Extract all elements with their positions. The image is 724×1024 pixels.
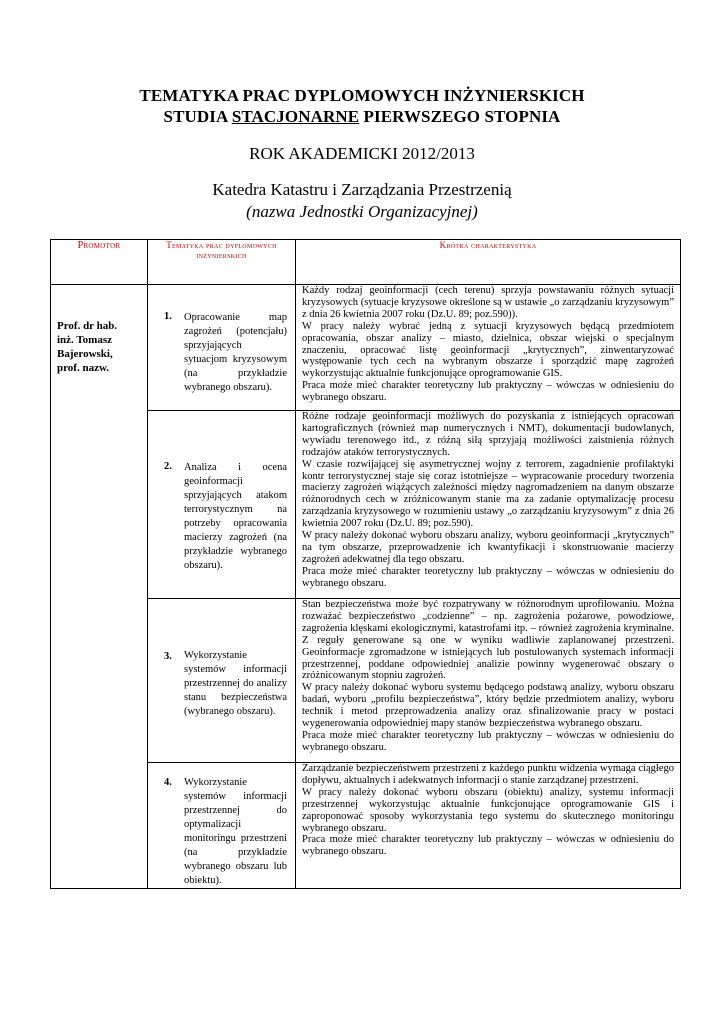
description-paragraph: Każdy rodzaj geoinformacji (cech terenu) sprzyja powstawaniu różnych sytuacji kryzysowych (sytuacje kryzysowe określone są w ustawie „o zarządzaniu kryzysowym” z dnia 26 kwietnia 2007 roku (Dz.U. 89; poz.590)).	[302, 285, 674, 320]
document-title: TEMATYKA PRAC DYPLOMOWYCH INŻYNIERSKICH	[139, 86, 585, 105]
topic-text: Opracowanie map zagrożeń (potencjału) sprzyjających sytuacjom kryzysowym (na przykładzie wybranego obszaru).	[184, 312, 287, 393]
subtitle-part-2: PIERWSZEGO STOPNIA	[359, 107, 561, 126]
description-paragraph: Stan bezpieczeństwa może być rozpatrywany w różnorodnym uprofilowaniu. Można rozważać bezpieczeństwo „codzienne” – np. zagrożenia pożarowe, powodziowe, zagrożenia klęskami ekologicznymi, katastrofami itp. – również zagrożenia kryminalne. Z reguły generowane są one w wyniku wadliwie zaplanowanej przestrzeni. Geoinformacje zgromadzone w istniejących lub postulowanych systemach informacji przestrzennej, poddane odpowiedniej analizie powinny wygenerować obszary o zróżnicowanym stopniu zagrożeń.	[302, 599, 674, 682]
description-paragraph: W pracy należy dokonać wyboru systemu będącego podstawą analizy, wyboru obszaru badań, wyboru „profilu bezpieczeństwa”, który będzie przedmiotem analizy, wyboru technik i metod przeprowadzenia analizy oraz sfinalizowanie pracy w postaci wygenerowania odpowiedniej mapy stanów bezpieczeństwa wybranego obszaru.	[302, 682, 674, 730]
description-cell	[296, 599, 681, 763]
description-paragraph: W pracy należy dokonać wyboru obszaru (obiektu) analizy, systemu informacji przestrzennej wykorzystując aktualnie funkcjonujące oprogramowanie GIS i zaproponować sposoby wykorzystania tego systemu do skutecznego monitoringu wybranego obszaru.	[302, 786, 674, 834]
table-row	[51, 285, 681, 411]
promotor-line: inż. Tomasz	[57, 334, 113, 346]
column-header-topic: Tematyka prac dyplomowych inżynierskich	[148, 240, 296, 285]
topic-number: 4.	[164, 777, 172, 788]
column-header-promotor: Promotor	[51, 240, 148, 285]
topic-cell	[148, 763, 296, 889]
description-paragraph: W czasie rozwijającej się asymetrycznej wojny z terrorem, zagadnienie profilaktyki kontr terrorystycznej staje się coraz istotniejsze – wypracowanie procedury tworzenia macierzy zagrożeń wiążących zależności między nagromadzeniem na danym obszarze różnorodnych cech w zróżnicowanym stanie ma za zadanie optymalizację procesu zarządzania kryzysowego w rozumieniu ustawy „o zarządzaniu kryzysowym” z dnia 26 kwietnia 2007 roku (Dz.U. 89; poz.590).	[302, 458, 674, 530]
topic-text: Wykorzystanie systemów informacji przestrzennej do optymalizacji monitoringu przestrzeni (na przykładzie wybranego obszaru lub obiektu).	[184, 777, 287, 886]
promotor-cell	[51, 285, 148, 889]
column-header-description: Krótka charakterystyka	[296, 240, 681, 285]
description-paragraph: Praca może mieć charakter teoretyczny lub praktyczny – wówczas w odniesieniu do wybranego obszaru.	[302, 729, 674, 753]
topic-cell	[148, 411, 296, 599]
document-subtitle	[0, 107, 724, 127]
promotor-line: Bajerowski,	[57, 348, 113, 360]
theses-table	[50, 239, 681, 889]
table-header-row	[51, 240, 681, 285]
description-paragraph: Praca może mieć charakter teoretyczny lub praktyczny – wówczas w odniesieniu do wybranego obszaru.	[302, 565, 674, 589]
promotor-line: Prof. dr hab.	[57, 320, 118, 332]
topic-cell	[148, 599, 296, 763]
promotor-line: prof. nazw.	[57, 362, 110, 374]
description-paragraph: W pracy należy dokonać wyboru obszaru analizy, wyboru geoinformacji „krytycznych” na tym obszarze, przeprowadzenie ich kwantyfikacji i skonstruowanie macierzy zagrożeń adekwatnej dla tego obszaru.	[302, 530, 674, 565]
topic-text: Wykorzystanie systemów informacji przestrzennej do analizy stanu bezpieczeństwa (wybranego obszaru).	[184, 650, 287, 717]
description-cell	[296, 285, 681, 411]
topic-number: 1.	[164, 311, 172, 322]
description-paragraph: Praca może mieć charakter teoretyczny lub praktyczny – wówczas w odniesieniu do wybranego obszaru.	[302, 834, 674, 858]
subtitle-underlined: STACJONARNE	[231, 107, 360, 126]
academic-year: ROK AKADEMICKI 2012/2013	[249, 144, 475, 163]
topic-text: Analiza i ocena geoinformacji sprzyjających atakom terrorystycznym na potrzeby opracowania macierzy zagrożeń (na przykładzie wybranego obszaru).	[184, 462, 287, 571]
description-cell	[296, 763, 681, 889]
description-paragraph: Różne rodzaje geoinformacji możliwych do pozyskania z istniejących opracowań kartograficznych (również map numerycznych i NMT), dokumentacji budowlanych, wywiadu terenowego itd., z różną siłą sprzyjają możliwości zaistnienia różnych rodzajów ataków terrorystycznych.	[302, 411, 674, 458]
unit-note: (nazwa Jednostki Organizacyjnej)	[246, 202, 478, 221]
department-name: Katedra Katastru i Zarządzania Przestrzenią	[212, 180, 512, 199]
subtitle-part-1: STUDIA	[163, 107, 232, 126]
description-cell	[296, 411, 681, 599]
description-paragraph: Praca może mieć charakter teoretyczny lub praktyczny – wówczas w odniesieniu do wybranego obszaru.	[302, 380, 674, 404]
description-paragraph: W pracy należy wybrać jedną z sytuacji kryzysowych będącą przedmiotem opracowania, obszar analizy – miasto, dzielnica, obszar wiejski o specjalnym znaczeniu, opracować listę geoinformacji „krytycznych”, zinwentaryzować występowanie tych cech na wybranym obszarze i sporządzić mapę zagrożeń wykorzystując aktualnie funkcjonujące oprogramowanie GIS.	[302, 320, 674, 380]
topic-number: 2.	[164, 461, 172, 472]
topic-cell	[148, 285, 296, 411]
topic-number: 3.	[164, 651, 172, 662]
description-paragraph: Zarządzanie bezpieczeństwem przestrzeni z każdego punktu widzenia wymaga ciągłego dopływu, aktualnych i adekwatnych informacji o stanie zarządzanej przestrzeni.	[302, 763, 674, 786]
